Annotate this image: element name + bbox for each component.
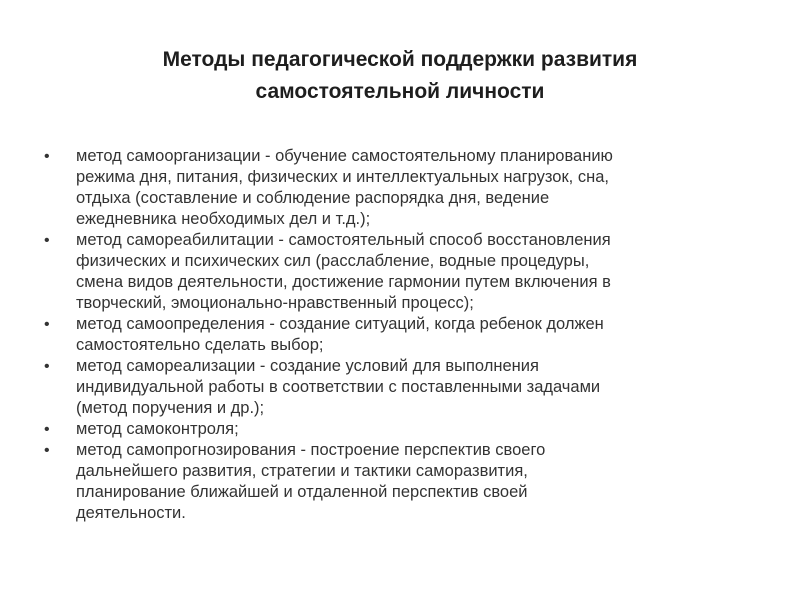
list-item-line: ежедневника необходимых дел и т.д.); [76,210,371,228]
list-item-line: деятельности. [76,504,186,522]
list-item-line: режима дня, питания, физических и интеллектуальных нагрузок, сна, [76,168,609,186]
methods-list [42,146,762,524]
list-item-text [76,440,762,524]
list-item-self-determination [42,314,762,356]
list-item-line: метод самоопределения - создание ситуаций, когда ребенок должен [76,315,604,333]
list-item-line: смена видов деятельности, достижение гармонии путем включения в [76,273,611,291]
list-item-self-rehabilitation [42,230,762,314]
list-item-line: метод самопрогнозирования - построение перспектив своего [76,441,546,459]
bullet-icon: • [44,358,50,375]
list-item-line: метод самореабилитации - самостоятельный способ восстановления [76,231,611,249]
slide-title-line-1: Методы педагогической поддержки развития [162,48,638,71]
list-item-line: физических и психических сил (расслабление, водные процедуры, [76,252,590,270]
list-item-line: отдыха (составление и соблюдение распорядка дня, ведение [76,189,550,207]
slide-title-line-2: самостоятельной личности [255,80,545,103]
bullet-icon: • [44,442,50,459]
bullet-icon: • [44,316,50,333]
list-item-text [76,314,762,356]
list-item-line: индивидуальной работы в соответствии с поставленными задачами [76,378,601,396]
list-item-line: дальнейшего развития, стратегии и тактики саморазвития, [76,462,528,480]
list-item-self-realization [42,356,762,419]
slide-title [60,44,740,108]
list-item-self-forecasting [42,440,762,524]
bullet-icon: • [44,421,50,438]
list-item-line: метод самоорганизации - обучение самостоятельному планированию [76,147,613,165]
list-item-text [76,356,762,419]
list-item-self-organization [42,146,762,230]
list-item-text [76,146,762,230]
list-item-text [76,230,762,314]
list-item-line: самостоятельно сделать выбор; [76,336,324,354]
list-item-line: планирование ближайшей и отдаленной перспектив своей [76,483,528,501]
bullet-icon: • [44,232,50,249]
list-item-line: метод самоконтроля; [76,420,239,438]
list-item-text [76,419,762,440]
list-item-line: (метод поручения и др.); [76,399,265,417]
bullet-icon: • [44,148,50,165]
list-item-line: метод самореализации - создание условий для выполнения [76,357,539,375]
list-item-self-control [42,419,762,440]
list-item-line: творческий, эмоционально-нравственный процесс); [76,294,474,312]
